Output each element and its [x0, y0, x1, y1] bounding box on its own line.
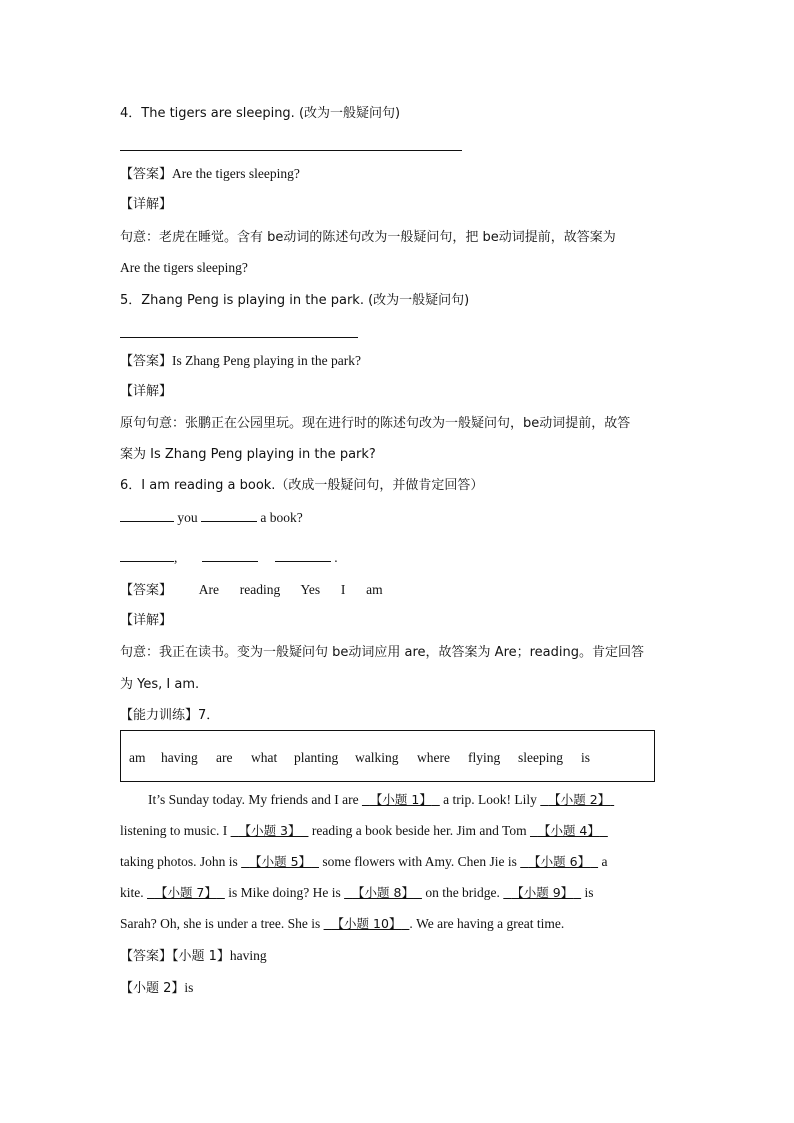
word-bank-item: where: [417, 750, 450, 765]
blank-q9[interactable]: 【小题 9】: [511, 885, 574, 900]
answer-text: Are the tigers sleeping?: [172, 166, 300, 181]
passage-line-1: It’s Sunday today. My friends and I are 【小题 1】 a trip. Look! Lily 【小题 2】: [148, 790, 614, 810]
word-bank-item: sleeping: [518, 750, 563, 765]
q5-explain-label: 【详解】: [120, 384, 173, 399]
q6-blank-2[interactable]: [201, 507, 257, 522]
answer-label: 【答案】: [120, 583, 173, 598]
q7-heading: 【能力训练】7．: [120, 708, 220, 723]
answer-text: Is Zhang Peng playing in the park?: [172, 353, 361, 368]
passage-line-4: kite. 【小题 7】 is Mike doing? He is 【小题 8】 on the bridge. 【小题 9】 is: [120, 885, 594, 900]
q6-blank-5[interactable]: [275, 547, 331, 562]
q5-explain-line-1: 原句句意：张鹏正在公园里玩。现在进行时的陈述句改为一般疑问句，be动词提前，故答: [120, 416, 631, 431]
q6-explain-label: 【详解】: [120, 613, 173, 628]
passage-line-2: listening to music. I 【小题 3】 reading a book beside her. Jim and Tom 【小题 4】: [120, 821, 608, 841]
q4-answer-blank[interactable]: [120, 150, 462, 151]
q6-blank-1[interactable]: [120, 507, 174, 522]
word-bank-box: [120, 730, 655, 782]
q4-question: 4．The tigers are sleeping. (改为一般疑问句): [120, 106, 401, 121]
q5-explain-line-2: 案为 Is Zhang Peng playing in the park?: [120, 447, 376, 462]
blank-q5[interactable]: 【小题 5】: [249, 854, 312, 869]
passage-line-3: taking photos. John is 【小题 5】 some flowers with Amy. Chen Jie is 【小题 6】 a: [120, 854, 608, 869]
q4-explain-line-2: Are the tigers sleeping?: [120, 260, 248, 275]
answer-word: reading: [239, 582, 281, 597]
q5-answer: [120, 351, 361, 372]
blank-q4[interactable]: 【小题 4】: [537, 823, 600, 838]
word-bank-item: is: [581, 750, 591, 765]
answer-word: Yes: [300, 582, 321, 597]
q6-answer: [120, 580, 383, 601]
q4-explain-label: 【详解】: [120, 197, 173, 212]
q5-question: 5．Zhang Peng is playing in the park. (改为一般疑问句): [120, 293, 470, 308]
blank-q6[interactable]: 【小题 6】: [528, 854, 591, 869]
answer-label: 【答案】: [120, 167, 173, 182]
q5-answer-blank[interactable]: [120, 337, 358, 338]
q6-blank-line-2: , .: [120, 547, 338, 568]
q6-question: 6．I am reading a book.（改成一般疑问句，并做肯定回答）: [120, 478, 484, 493]
answer-word: Are: [198, 582, 220, 597]
answer-label: 【答案】: [120, 354, 173, 369]
blank-q10[interactable]: 【小题 10】: [331, 916, 402, 931]
q7-answer-line-1: 【答案】【小题 1】having: [120, 948, 267, 964]
blank-q2[interactable]: 【小题 2】: [548, 792, 611, 807]
q7-answer-line-2: 【小题 2】is: [120, 980, 194, 996]
q6-blank-3[interactable]: [120, 547, 174, 562]
word-bank-item: having: [161, 750, 198, 765]
word-bank-item: walking: [355, 750, 399, 765]
word-bank-item: planting: [294, 750, 339, 765]
answer-label: 【答案】: [120, 949, 173, 964]
q4-explain-line-1: 句意：老虎在睡觉。含有 be动词的陈述句改为一般疑问句，把 be动词提前，故答案为: [120, 230, 616, 245]
word-bank-item: are: [216, 750, 233, 765]
answer-word: am: [366, 582, 383, 597]
blank-q8[interactable]: 【小题 8】: [352, 885, 414, 900]
word-bank-item: am: [129, 750, 146, 765]
q6-explain-line-1: 句意：我正在读书。变为一般疑问句 be动词应用 are，故答案为 Are；reading。肯定回答: [120, 645, 644, 660]
blank-q1[interactable]: 【小题 1】: [369, 792, 432, 807]
q6-blank-line-1: you a book?: [120, 507, 303, 528]
answer-word: I: [340, 582, 346, 597]
blank-q3[interactable]: 【小题 3】: [238, 823, 301, 838]
q6-explain-line-2: 为 Yes, I am.: [120, 677, 200, 692]
word-bank-item: what: [251, 750, 278, 765]
q6-blank-4[interactable]: [202, 547, 258, 562]
blank-q7[interactable]: 【小题 7】: [154, 885, 217, 900]
word-bank-item: flying: [468, 750, 501, 765]
passage-line-5: Sarah? Oh, she is under a tree. She is 【小题 10】 . We are having a great time.: [120, 916, 565, 931]
q4-answer: [120, 164, 300, 185]
